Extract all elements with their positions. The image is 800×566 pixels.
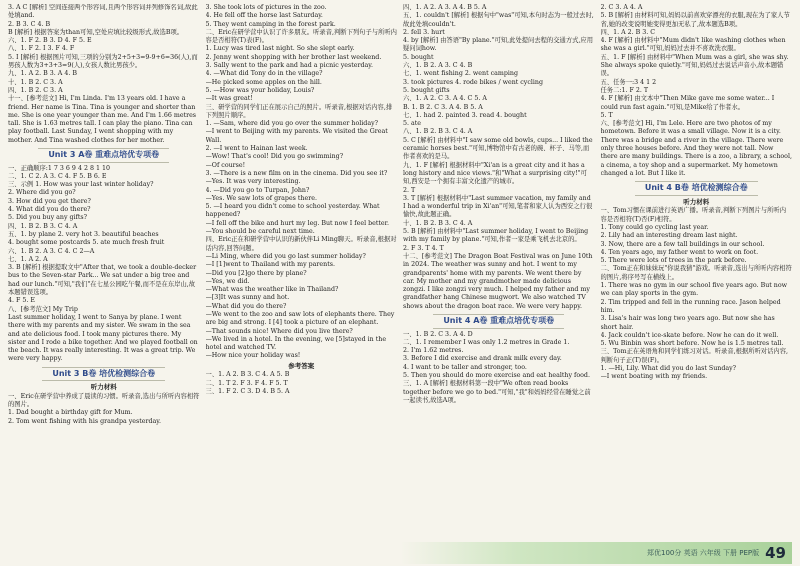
answer-line: 2. Jenny went shopping with her brother last weekend.	[205, 53, 382, 61]
answer-line: 2. Tim tripped and fell in the running race. Jason helped him.	[600, 298, 781, 314]
answer-line: 三、1. A [解析] 根据材料第一段中"We often read books together before we go to bed."可知,"我"和妈妈经常在睡觉之前一起读书,故选A项。	[403, 380, 591, 404]
answer-line: 4. What did you do there?	[8, 206, 91, 214]
answer-line: 5. ate	[403, 120, 422, 128]
answer-line: 七、1. had 2. painted 3. read 4. bought	[403, 111, 527, 119]
answer-line: 5. B [解析] 由材料可知,妈妈以前喜欢穿漂亮的衣服,现在为了家人节省,她的改变说明她变得更加无私了,故本题选B项。	[600, 12, 790, 28]
answer-line: —Wow! That's cool! Did you go swimming?	[205, 153, 344, 161]
answer-line: —Did you [2]go there by plane?	[205, 269, 307, 277]
answer-line: 4. by [解析] 由答语"By plane."可知,此处提问去程的交通方式,应用疑问词how.	[403, 37, 594, 53]
answer-line: 二、1. I remember I was only 1.2 metres in Grade 1.	[403, 338, 570, 346]
answer-line: 3. T [解析] 根据材料中"Last summer vacation, my family and I had a wonderful trip in Xi'an"可知,笔者和家人认为西安之行很愉快,故此题正确。	[403, 194, 593, 219]
answer-line: 五、1. couldn't [解析] 根据句中"was"可知,本句时态为一般过去时,故此处填couldn't.	[403, 12, 594, 28]
answer-line: 4. —What did Tony do in the village?	[205, 70, 323, 78]
answer-line: —What did you do there?	[205, 302, 287, 310]
answer-line: —We lived in a hotel. In the evening, we [5]stayed in the hotel and watched TV.	[205, 335, 387, 352]
unit-heading: Unit 3 A卷 重难点培优专项卷	[38, 148, 169, 163]
answer-line: 5. T	[600, 111, 613, 119]
answer-line: 三、示例 1. How was your last winter holiday?	[8, 181, 154, 189]
answer-line: —He picked some apples on the hill.	[205, 78, 322, 86]
answer-line: 5. bought gifts	[403, 86, 450, 94]
answer-line: 3. She took lots of pictures in the zoo.	[205, 4, 327, 11]
answer-line: 1. There was no gym in our school five years ago. But now we can play sports in the gym.	[600, 282, 788, 298]
answer-line: 1. —Hi, Lily. What did you do last Sunday?	[600, 365, 737, 372]
section-subheading: 参考答案	[288, 361, 315, 370]
answer-line: 二、1. T 2. F 3. F 4. F 5. T	[205, 379, 288, 387]
answer-line: 5. —How was your holiday, Louis?	[205, 86, 315, 94]
answer-line: 一、1. B 2. C 3. A 4. D	[403, 330, 473, 338]
answer-line: 四、1. B 2. C 3. A	[8, 86, 63, 94]
answer-line: Last summer holiday, I went to Sanya by plane. I went there with my parents and my sister. We swam in the sea and ate delicious food. I took many pictures there. My sister and I rode a bike together. And we played football on the beach. It was really interesting. It was a great trip. We were very happy.	[8, 313, 198, 363]
answer-line: 3. Lisa's hair was long two years ago. But now she has short hair.	[600, 315, 775, 331]
answer-line: 1. Tony could go cycling last year.	[600, 223, 709, 231]
answer-line: 4. —Did you go to Turpan, John?	[205, 186, 310, 194]
answer-line: —Yes. We saw lots of grapes there.	[205, 194, 317, 202]
answer-line: 五、任务一:3 4 1 2	[600, 78, 657, 86]
answer-line: —You should be careful next time.	[205, 228, 315, 236]
answer-line: 2. fell 3. hurt	[403, 28, 445, 36]
answer-line: 九、1. A 2. B 3. A 4. B	[8, 70, 77, 78]
unit-heading-wrap	[8, 367, 200, 382]
unit-heading: Unit 3 B卷 培优检测综合卷	[42, 367, 165, 382]
answer-line: 4. F [解析] 由材料中"Mum didn't like washing clothes when she was a girl."可知,妈妈过去并不喜欢洗衣服。	[600, 37, 786, 53]
answer-line: 5. Then you should do more exercise and eat healthy food.	[403, 372, 590, 380]
answer-line: —Of course!	[205, 161, 246, 169]
answer-line: 八、[参考范文] My Trip	[8, 305, 78, 313]
column-2	[206, 4, 398, 544]
answer-line: 1. Dad bought a birthday gift for Mum.	[8, 409, 133, 417]
answer-line: 三、研学营的同学们正在展示自己的照片。听录音,根据对话内容,排下列照片顺序。	[205, 103, 393, 119]
answer-line: 4. Ten years ago, my father went to work on foot.	[600, 248, 759, 256]
answer-line: 1. Lucy was tired last night. So she slept early.	[205, 45, 355, 53]
answer-line: 3. B [解析] 根据提取文中"After that, we took a double-decker bus to the Seven-star Park... We sat under a big tree and had our lunch."可知,"我们"在七星公园吃午餐,而不是在东岸山,故本题错误选项。	[8, 264, 197, 297]
answer-line: 5. B [解析] 由材料中"Last summer holiday, I went to Beijing with my family by plane."可知,作者一家是乘飞机去北京的。	[403, 228, 589, 244]
unit-heading-wrap	[601, 181, 793, 196]
answer-line: 十一、[参考范文] Hi, I'm Linda. I'm 13 years old. I have a friend. Her name is Tina. Tina is younger and shorter than me. She is one year younger than me. And I'm 1.66 metres tall. She is 1.63 metres tall. I can play the piano. Tina can play football. Last Sunday, I went shopping with my mother. And Tina washed clothes for her mother.	[8, 95, 197, 144]
answer-line: 5. I [解析] 根据图片可知,三项的分别为2+5+3=9-9+6=36(人),而男孩人数为3+3+3=9(人),女孩人数比男孩少。	[8, 53, 198, 70]
answer-line: 1. —Sam, where did you go over the summer holiday?	[205, 120, 379, 128]
answer-line: 2. I'm 1.62 metres.	[403, 347, 464, 355]
answer-line: —We went to the zoo and saw lots of elephants there. They are big and strong. I [4] took a picture of an elephant.	[205, 310, 395, 327]
answer-line: —I went boating with my friends.	[600, 373, 708, 381]
answer-line: 3. Now, there are a few tall buildings in our school.	[600, 240, 765, 248]
answer-line: 一、Tom习惯在课前进行英语广播。听录音,判断下列图片与所听内容是否相符(T)否(F)相符。	[600, 207, 786, 223]
answer-line: 六、1. F 2. B 3. D 4. F 5. E	[8, 37, 92, 45]
unit-heading: Unit 4 A卷 重难点培优专项卷	[433, 314, 564, 329]
answer-line: 2. B 3. C 4. B	[8, 20, 51, 28]
answer-line: 四、Eric正在和研学营中认识的新伙伴Li Ming聊天。听录音,根据对话内容,回答问题。	[205, 236, 397, 252]
answer-line: 2. Lily had an interesting dream last night.	[600, 232, 738, 240]
answer-line: 一、Eric在研学营中养成了晨读的习惯。听录音,选出与所听内容相符的图片。	[8, 392, 200, 409]
answer-line: 4. F [解析] 由文本中"Then Mike gave me some water... I could run fast again."可知,是Mike给了作者水。	[600, 95, 775, 111]
answer-line: 四、1. B 2. B 3. C 4. A	[8, 222, 78, 230]
answer-line: B. 1. B 2. C 3. A 4. B 5. A	[403, 103, 483, 111]
answer-line: 十、1. B 2. C 3. A	[8, 78, 63, 86]
answer-line: 三、1. F 2. C 3. D 4. B 5. A	[205, 387, 290, 395]
answer-line: 二、Tom正在和妹妹玩"你说我猜"游戏。听录音,选出与所听内容相符的图片,将序号写在横线上。	[600, 265, 792, 281]
answer-line: 二、Eric在研学营中认识了许多朋友。听录音,判断下列句子与所听内容是否相符(T)表(F)。	[205, 28, 397, 45]
answer-line: —I fell off the bike and hurt my leg. But now I feel better.	[205, 219, 389, 227]
answer-line: 4. bought some postcards 5. ate much fresh fruit	[8, 239, 165, 247]
unit-heading-wrap	[403, 314, 595, 329]
answer-line: 三、Tom正在英语角和同学们练习对话。听录音,根据所听对话内容,判断句子正(T)误(F)。	[600, 348, 788, 364]
unit-heading-wrap	[8, 148, 200, 163]
answer-line: 4. F 5. E	[8, 297, 35, 305]
book-info: 郑优100分 英语 六年级 下册 PEP版	[646, 549, 760, 557]
answer-line: 一、1. A 2. B 3. C 4. A 5. B	[205, 371, 290, 379]
page-number: 49	[765, 544, 786, 562]
answer-line: 十、1. B 2. B 3. C 4. A	[403, 219, 473, 227]
answer-line: —It was great!	[205, 95, 253, 103]
answer-line: 3. Sally went to the park and had a picnic yesterday.	[205, 62, 374, 70]
answer-line: 四、1. A 2. A 3. A 4. B 5. A	[403, 4, 487, 11]
answer-line: 二、1. C 2. A 3. C 4. F 5. B 6. E	[8, 172, 107, 180]
answer-line: 2. Tom went fishing with his grandpa yesterday.	[8, 417, 162, 425]
answer-line: 五、1. F [解析] 由材料中"When Mum was a girl, she was shy. She always spoke quietly."可知,妈妈过去说话声音小,故本题错误。	[600, 53, 789, 78]
answer-line: 任务二:1. F 2. T	[600, 86, 649, 94]
answer-line: 七、1. A 2. A	[8, 255, 48, 263]
answer-line: 3. Before I did exercise and drank milk every day.	[403, 355, 562, 363]
column-4	[601, 4, 793, 544]
answer-line: 2. Where did you go?	[8, 189, 76, 197]
answer-line: 九、1. F [解析] 根据材料中"Xi'an is a great city and it has a long history and nice views."和"What a surprising city!"可知,西安是一个拥有丰富文化遗产的城市。	[403, 161, 587, 186]
answer-line: 3. How did you get there?	[8, 197, 91, 205]
answer-line: 八、1. F 2. I 3. F 4. F	[8, 45, 75, 53]
answer-line: 5. Wu Binbin was short before. Now he is 1.5 metres tall.	[600, 340, 784, 348]
answer-line: 2. C 3. A 4. A	[600, 4, 643, 11]
answer-line: 5. bought	[403, 53, 434, 61]
answer-line: 3. A C [解析] 空间连接两个形容词,且两个形容词并列修饰名词,故此处填and.	[8, 4, 198, 20]
answer-line: 5. Did you buy any gifts?	[8, 214, 88, 222]
answer-line: 一、正确顺序:1 7 3 6 9 4 2 8 1 10	[8, 164, 110, 172]
answer-line: —Yes. It was very interesting.	[205, 178, 301, 186]
page-footer	[400, 542, 792, 564]
columns	[8, 4, 792, 544]
answer-line: 2. —I went to Hainan last week.	[205, 145, 308, 153]
answer-line: 5. C [解析] 由材料中"I saw some old bowls, cups... I liked the ceramic horses best."可知,博物馆中有古老的碗、杯子、马等,而作者喜欢的是马。	[403, 136, 593, 161]
unit-heading: Unit 4 B卷 培优检测综合卷	[635, 181, 758, 196]
answer-line: 3. —There is a new film on in the cinema. Did you see it?	[205, 169, 388, 177]
answer-line: 4. Jack couldn't ice-skate before. Now he can do it well.	[600, 331, 779, 339]
answer-line: 4. I want to be taller and stronger, too.	[403, 363, 527, 371]
answer-line: —Yes, we did.	[205, 277, 250, 285]
answer-line: 5. —I heard you didn't come to school yesterday. What happened?	[205, 203, 380, 219]
answer-line: —[3]It was sunny and hot.	[205, 294, 290, 302]
answer-line: B [解析] 根据答案为than可知,空处应填比较级形式,故选B项。	[8, 28, 184, 36]
section-subheading: 听力材料	[683, 197, 710, 206]
answer-line: 4. He fell off the horse last Saturday.	[205, 12, 323, 20]
answer-line: —Li Ming, where did you go last summer holiday?	[205, 252, 366, 260]
answer-line: 六、1. A 2. C 3. A 4. C 5. A	[403, 95, 487, 103]
answer-line: —I went to Beijing with my parents. We visited the Great Wall.	[205, 128, 388, 144]
answer-line: 八、1. B 2. B 3. C 4. A	[403, 128, 473, 136]
answer-line: 七、1. went fishing 2. went camping	[403, 70, 518, 78]
answer-line: 5. They went camping in the forest park.	[205, 20, 336, 28]
section-subheading: 听力材料	[90, 383, 117, 392]
answer-line: —That sounds nice! Where did you live there?	[205, 327, 353, 335]
answer-line: 十二、[参考范文] The Dragon Boat Festival was on June 10th in 2024. The weather was sunny and hot. I went to my grandparents' home with my parents. We went there by car. My mother and my grandmother made delicious zongzi. I like zongzi very much. I helped my father and my grandfather hang Chinese mugwort. We also watched TV shows about the dragon boat race. We were very happy.	[403, 252, 593, 310]
answer-line: 五、1. by plane 2. very hot 3. beautiful beaches	[8, 230, 159, 238]
answer-line: 2. F 3. T 4. T	[403, 244, 444, 252]
answer-line: 四、1. A 2. B 3. C	[600, 28, 656, 36]
column-1	[8, 4, 200, 544]
answer-line: —What was the weather like in Thailand?	[205, 286, 339, 294]
column-3	[403, 4, 595, 544]
answer-line: 5. There were lots of trees in the park before.	[600, 257, 747, 265]
answer-line: 3. took pictures 4. rode bikes / went cycling	[403, 78, 544, 86]
answer-line: —How nice your holiday was!	[205, 352, 301, 360]
answer-line: —I [1]went to Thailand with my parents.	[205, 261, 335, 269]
answer-line: 六、1. B 2. A 3. C 4. B	[403, 62, 473, 70]
answer-line: 六、[参考范文] Hi, I'm Lele. Here are two photos of my hometown. Before it was a small village. Now it is a city. There was a bridge and a river in the village. There were only three houses before. And they were not tall. Now there are many buildings. There is a zoo, a library, a school, a cinema, a toy shop and a supermarket. My hometown changed a lot. But I like it.	[600, 120, 792, 177]
answer-line: 六、1. B 2. A 3. C 4. C 2—A	[8, 247, 95, 255]
answer-line: 2. T	[403, 186, 416, 194]
